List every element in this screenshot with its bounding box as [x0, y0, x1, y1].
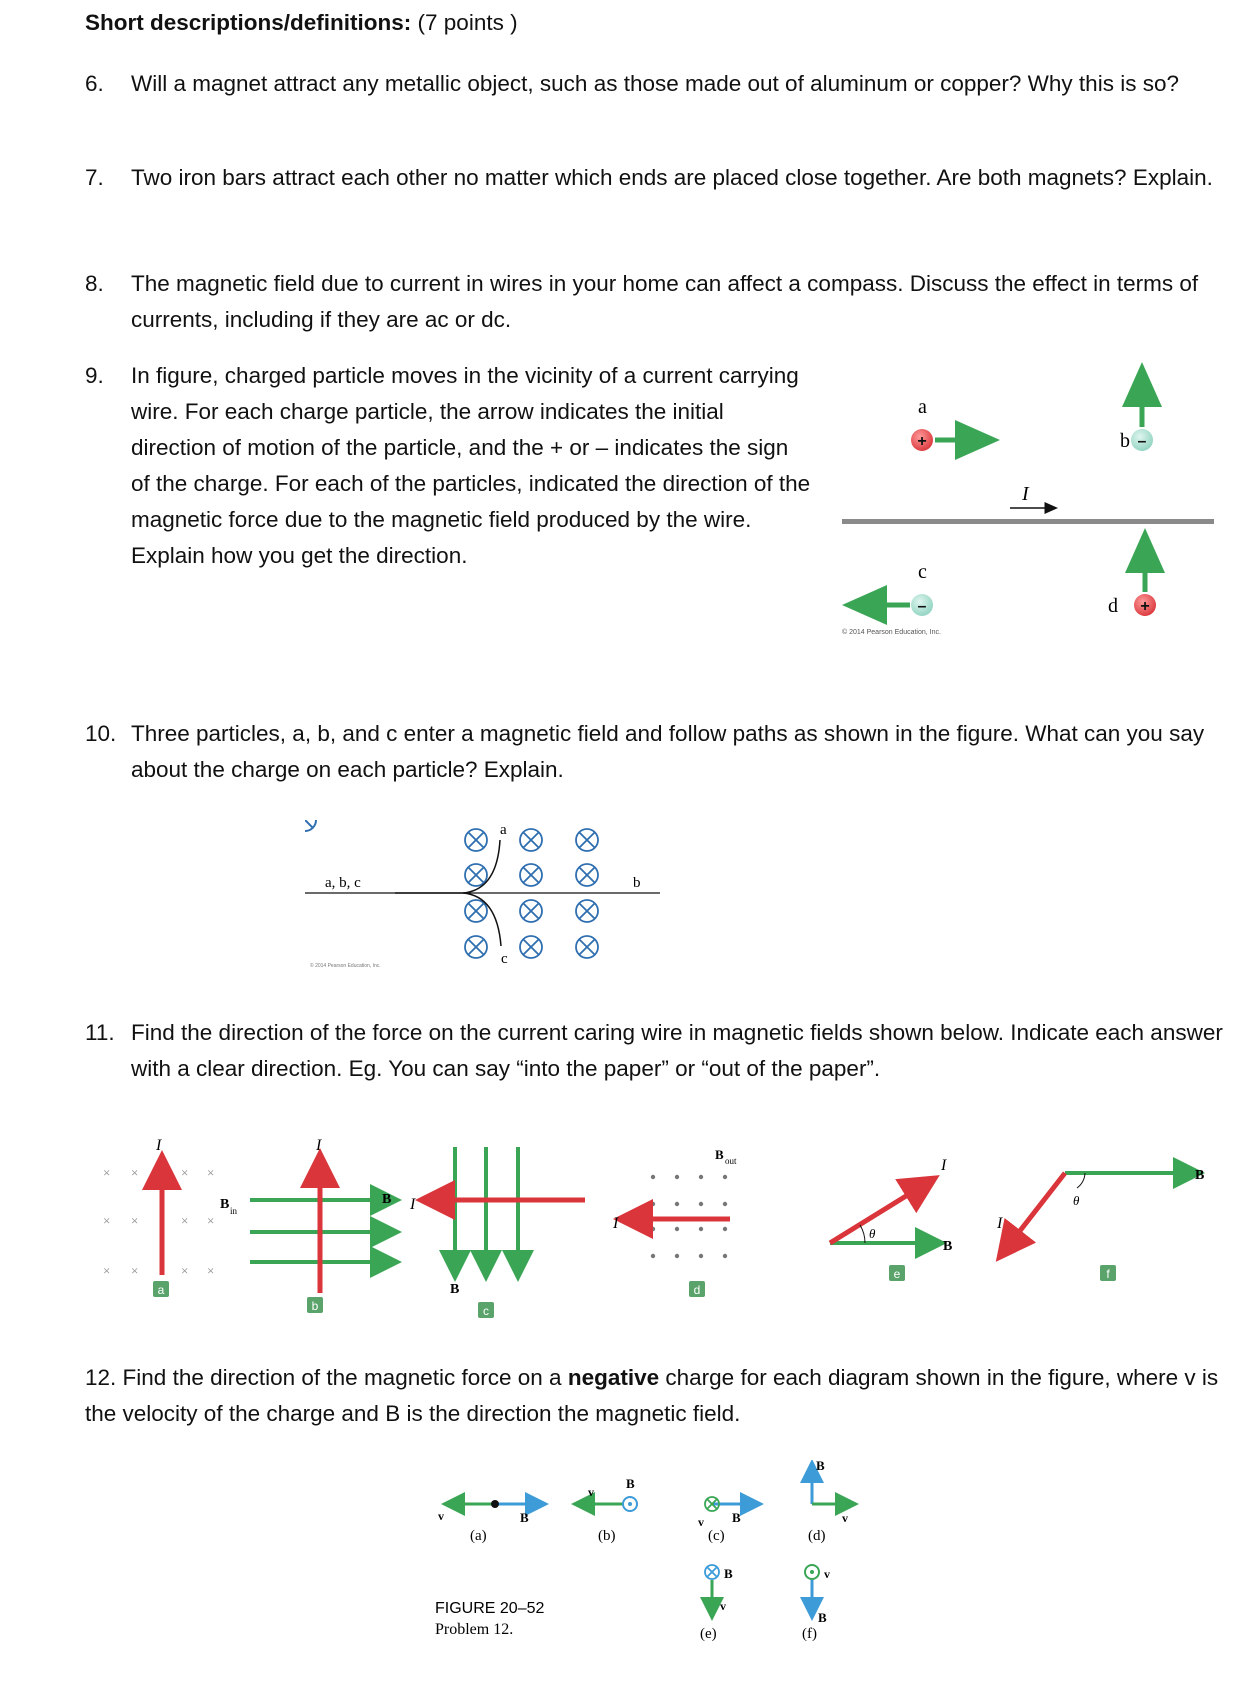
panel-f-angle-label: θ [1073, 1193, 1080, 1208]
svg-text:×: × [103, 1263, 111, 1278]
question-9-text: In figure, charged particle moves in the vicinity of a current carrying wire. For each charge particle, the arrow indicates the initial direction of motion of the particle, and the + or – indicates the sign of the charge. For each of the particles, indicated the direction of the magnetic force due to the magnetic field produced by the wire. Explain how you get the direction. [131, 363, 811, 568]
panel-f-current-label: I [997, 1215, 1003, 1232]
question-12-number: 12. [85, 1365, 117, 1390]
diagram-c-v-label: v [698, 1515, 704, 1529]
svg-text:×: × [207, 1213, 215, 1228]
diagram-f [802, 1565, 830, 1642]
path-a-label: a [500, 822, 507, 838]
panel-e-field-label: B [943, 1239, 953, 1254]
diagram-b-label: (b) [598, 1528, 616, 1544]
svg-text:×: × [131, 1213, 139, 1228]
question-10-number: 10. [85, 721, 117, 746]
panel-d-tag-label: d [693, 1283, 701, 1297]
panel-f-wire [1005, 1173, 1065, 1250]
diagram-b-b-label: B [626, 1476, 635, 1491]
question-7-number: 7. [85, 165, 104, 190]
current-wire [842, 519, 1214, 524]
diagram-c-b-label: B [732, 1510, 741, 1525]
question-12-text [85, 1360, 1225, 1432]
svg-text:×: × [181, 1213, 189, 1228]
diagram-d-label: (d) [808, 1528, 826, 1544]
question-11-number: 11. [85, 1020, 115, 1045]
panel-b-field-label: B [382, 1192, 392, 1207]
panel-f-tag-label: f [1106, 1267, 1110, 1281]
question-6-number: 6. [85, 71, 104, 96]
panel-c-current-label: I [410, 1196, 416, 1213]
panel-f-field-label: B [1195, 1168, 1205, 1183]
section-title: Short descriptions/definitions: [85, 10, 412, 35]
panel-f [996, 1168, 1204, 1281]
diagram-a-label: (a) [470, 1528, 487, 1544]
panel-e-angle-label: θ [869, 1226, 876, 1241]
current-label: I [1022, 483, 1029, 505]
diagram-e-v-label: v [720, 1599, 726, 1613]
diagram-e-b-label: B [724, 1566, 733, 1581]
figure-11-wires-in-fields [95, 1125, 1215, 1325]
panel-a-tag-label: a [157, 1283, 165, 1297]
diagram-b-v-label: v [588, 1485, 594, 1499]
particle-a-label: a [918, 396, 927, 418]
question-11-text: Find the direction of the force on the current caring wire in magnetic fields shown below. Indicate each answer with a clear direction. Eg. You can say “into the paper” or “out of the paper”. [131, 1020, 1223, 1081]
panel-a-field-label: B [220, 1197, 230, 1212]
figure-caption-title: FIGURE 20–52 [435, 1600, 545, 1617]
panel-c-field-label: B [450, 1282, 460, 1297]
panel-e-tag-label: e [893, 1267, 901, 1281]
panel-d [612, 1147, 737, 1297]
diagram-e [700, 1565, 733, 1642]
particle-c-sign: – [917, 598, 927, 615]
question-7-text: Two iron bars attract each other no matter which ends are placed close together. Are both magnets? Explain. [131, 165, 1213, 190]
figure-9-wire-particles [830, 360, 1230, 655]
panel-e-current-label: I [941, 1157, 947, 1174]
svg-text:×: × [207, 1165, 215, 1180]
question-8-text: The magnetic field due to current in wires in your home can affect a compass. Discuss the effect in terms of currents, including if they are ac or dc. [131, 271, 1199, 332]
svg-text:×: × [131, 1263, 139, 1278]
panel-d-field-label: B [715, 1147, 724, 1162]
section-points: (7 points ) [417, 10, 518, 35]
diagram-a [438, 1500, 540, 1544]
path-b-label: b [633, 875, 641, 891]
diagram-a-v-label: v [438, 1509, 444, 1523]
figure-20-52 [430, 1460, 910, 1660]
figure-10-particle-paths [305, 820, 675, 970]
panel-d-field-subscript: out [725, 1156, 737, 1166]
svg-text:×: × [131, 1165, 139, 1180]
panel-b [250, 1137, 391, 1313]
panel-c-tag-label: c [483, 1304, 489, 1318]
svg-text:×: × [181, 1263, 189, 1278]
svg-text:×: × [103, 1213, 111, 1228]
question-9-number: 9. [85, 363, 104, 388]
svg-text:×: × [207, 1263, 215, 1278]
diagram-a-b-label: B [520, 1510, 529, 1525]
panel-d-current-label: I [613, 1215, 619, 1232]
panel-b-current-label: I [316, 1137, 322, 1154]
panel-a-current-label: I [156, 1137, 162, 1154]
particle-b-sign: – [1137, 433, 1147, 450]
paths-entry-label: a, b, c [325, 875, 361, 891]
question-10-text: Three particles, a, b, and c enter a magnetic field and follow paths as shown in the figure. What can you say about the charge on each particle? Explain. [131, 721, 1205, 782]
question-12-text-before: Find the direction of the magnetic force on a [122, 1365, 562, 1390]
svg-text:×: × [181, 1165, 189, 1180]
figure-9-copyright: © 2014 Pearson Education, Inc. [842, 629, 941, 636]
question-12-text-bold: negative [567, 1365, 660, 1390]
diagram-d-b-label: B [816, 1460, 825, 1473]
field-into-page-symbols [305, 820, 316, 831]
question-6-text: Will a magnet attract any metallic object, such as those made out of aluminum or copper? Why this is so? [131, 71, 1179, 96]
particle-d-sign: + [1140, 598, 1150, 615]
svg-text:×: × [103, 1165, 111, 1180]
diagram-d [808, 1460, 850, 1544]
panel-c [409, 1147, 585, 1318]
panel-e [830, 1157, 952, 1281]
panel-b-tag-label: b [311, 1299, 319, 1313]
diagram-b [580, 1476, 637, 1544]
diagram-c [698, 1497, 755, 1544]
particle-b-label: b [1120, 430, 1130, 452]
diagram-f-label: (f) [802, 1626, 817, 1642]
diagram-f-v-label: v [824, 1567, 830, 1581]
figure-10-copyright: © 2014 Pearson Education, Inc. [310, 963, 381, 969]
question-12-text-after: charge for each diagram shown in the figure, where v is the velocity of the charge and B is the direction the magnetic field. [85, 1365, 1219, 1426]
diagram-c-label: (c) [708, 1528, 725, 1544]
diagram-f-b-label: B [818, 1610, 827, 1625]
figure-caption-problem: Problem 12. [435, 1621, 514, 1638]
path-c-label: c [501, 951, 508, 967]
diagram-d-v-label: v [842, 1511, 848, 1525]
diagram-e-label: (e) [700, 1626, 717, 1642]
panel-a [103, 1137, 238, 1297]
section-heading [85, 10, 518, 36]
particle-c-label: c [918, 561, 927, 583]
panel-e-wire [830, 1183, 927, 1243]
question-8-number: 8. [85, 271, 104, 296]
particle-a-sign: + [917, 433, 927, 450]
particle-d-label: d [1108, 595, 1118, 617]
panel-a-field-subscript: in [230, 1206, 238, 1216]
